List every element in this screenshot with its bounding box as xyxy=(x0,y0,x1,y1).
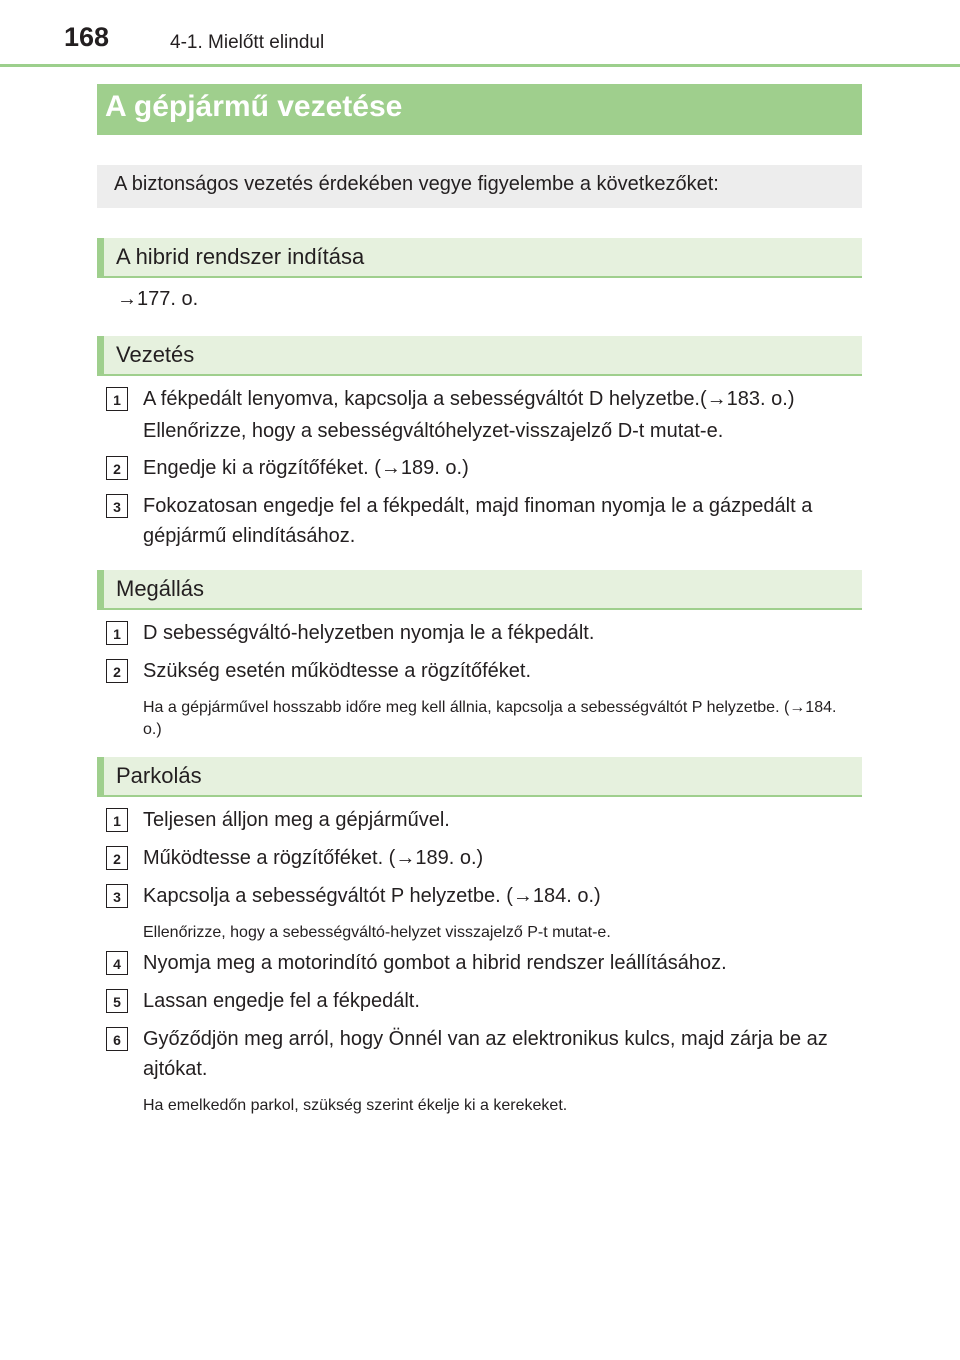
step-number-badge: 2 xyxy=(106,846,128,870)
step-text: Lassan engedje fel a fékpedált. xyxy=(143,990,420,1012)
section-title: Vezetés xyxy=(116,342,195,367)
step-text: Szükség esetén működtesse a rögzítőféket. xyxy=(143,660,531,682)
step-text: Nyomja meg a motorindító gombot a hibrid rendszer leállításához. xyxy=(143,952,727,974)
note-text: Ha emelkedőn parkol, szükség szerint ékelje ki a kerekeket. xyxy=(143,1097,568,1114)
step-number-badge: 4 xyxy=(106,951,128,975)
step-text: D sebességváltó-helyzetben nyomja le a fékpedált. xyxy=(143,622,595,644)
section-title: A hibrid rendszer indítása xyxy=(116,244,365,269)
step-number-badge: 1 xyxy=(106,808,128,832)
step-text: Kapcsolja a sebességváltót P helyzetbe. (→184. o.) xyxy=(143,885,601,907)
step-text: Teljesen álljon meg a gépjárművel. xyxy=(143,809,450,831)
section-heading-start xyxy=(97,238,862,278)
page-header xyxy=(0,0,960,68)
section-heading-driving xyxy=(97,336,862,376)
intro-box xyxy=(97,165,862,208)
section-bar xyxy=(97,570,104,610)
section-title: Megállás xyxy=(116,576,205,601)
note-text: Ha a gépjárművel hosszabb időre meg kell állnia, kapcsolja a sebességváltót P helyzetbe. (→184. o.) xyxy=(143,699,837,738)
step-number-badge: 3 xyxy=(106,494,128,518)
step-text: A fékpedált lenyomva, kapcsolja a sebességváltót D helyzetbe.(→183. o.) xyxy=(143,388,795,410)
section-title: Parkolás xyxy=(116,763,202,788)
header-divider xyxy=(0,64,960,67)
step-text: Engedje ki a rögzítőféket. (→189. o.) xyxy=(143,457,469,479)
page-number: 168 xyxy=(64,22,110,52)
step-number-badge: 3 xyxy=(106,884,128,908)
step-text: Működtesse a rögzítőféket. (→189. o.) xyxy=(143,847,484,869)
section-bar xyxy=(97,757,104,797)
step-number-badge: 1 xyxy=(106,621,128,645)
chapter-title: 4-1. Mielőtt elindul xyxy=(170,32,325,53)
section-heading-parking xyxy=(97,757,862,797)
step-subtext: Ellenőrizze, hogy a sebességváltóhelyzet-visszajelző D-t mutat-e. xyxy=(143,420,724,442)
section-heading-stopping xyxy=(97,570,862,610)
page-reference: →177. o. xyxy=(117,288,199,310)
section-bar xyxy=(97,238,104,278)
step-number-badge: 2 xyxy=(106,659,128,683)
page-title-band xyxy=(97,84,862,135)
note-text: Ellenőrizze, hogy a sebességváltó-helyzet visszajelző P-t mutat-e. xyxy=(143,924,611,941)
intro-text: A biztonságos vezetés érdekében vegye figyelembe a következőket: xyxy=(114,173,719,195)
step-text: Győződjön meg arról, hogy Önnél van az elektronikus kulcs, majd zárja be az ajtókat. xyxy=(143,1028,828,1080)
step-number-badge: 6 xyxy=(106,1027,128,1051)
page-title: A gépjármű vezetése xyxy=(105,90,403,123)
section-bar xyxy=(97,336,104,376)
step-number-badge: 1 xyxy=(106,387,128,411)
step-number-badge: 5 xyxy=(106,989,128,1013)
step-text: Fokozatosan engedje fel a fékpedált, majd finoman nyomja le a gázpedált a gépjármű elindításához. xyxy=(143,495,813,547)
step-number-badge: 2 xyxy=(106,456,128,480)
